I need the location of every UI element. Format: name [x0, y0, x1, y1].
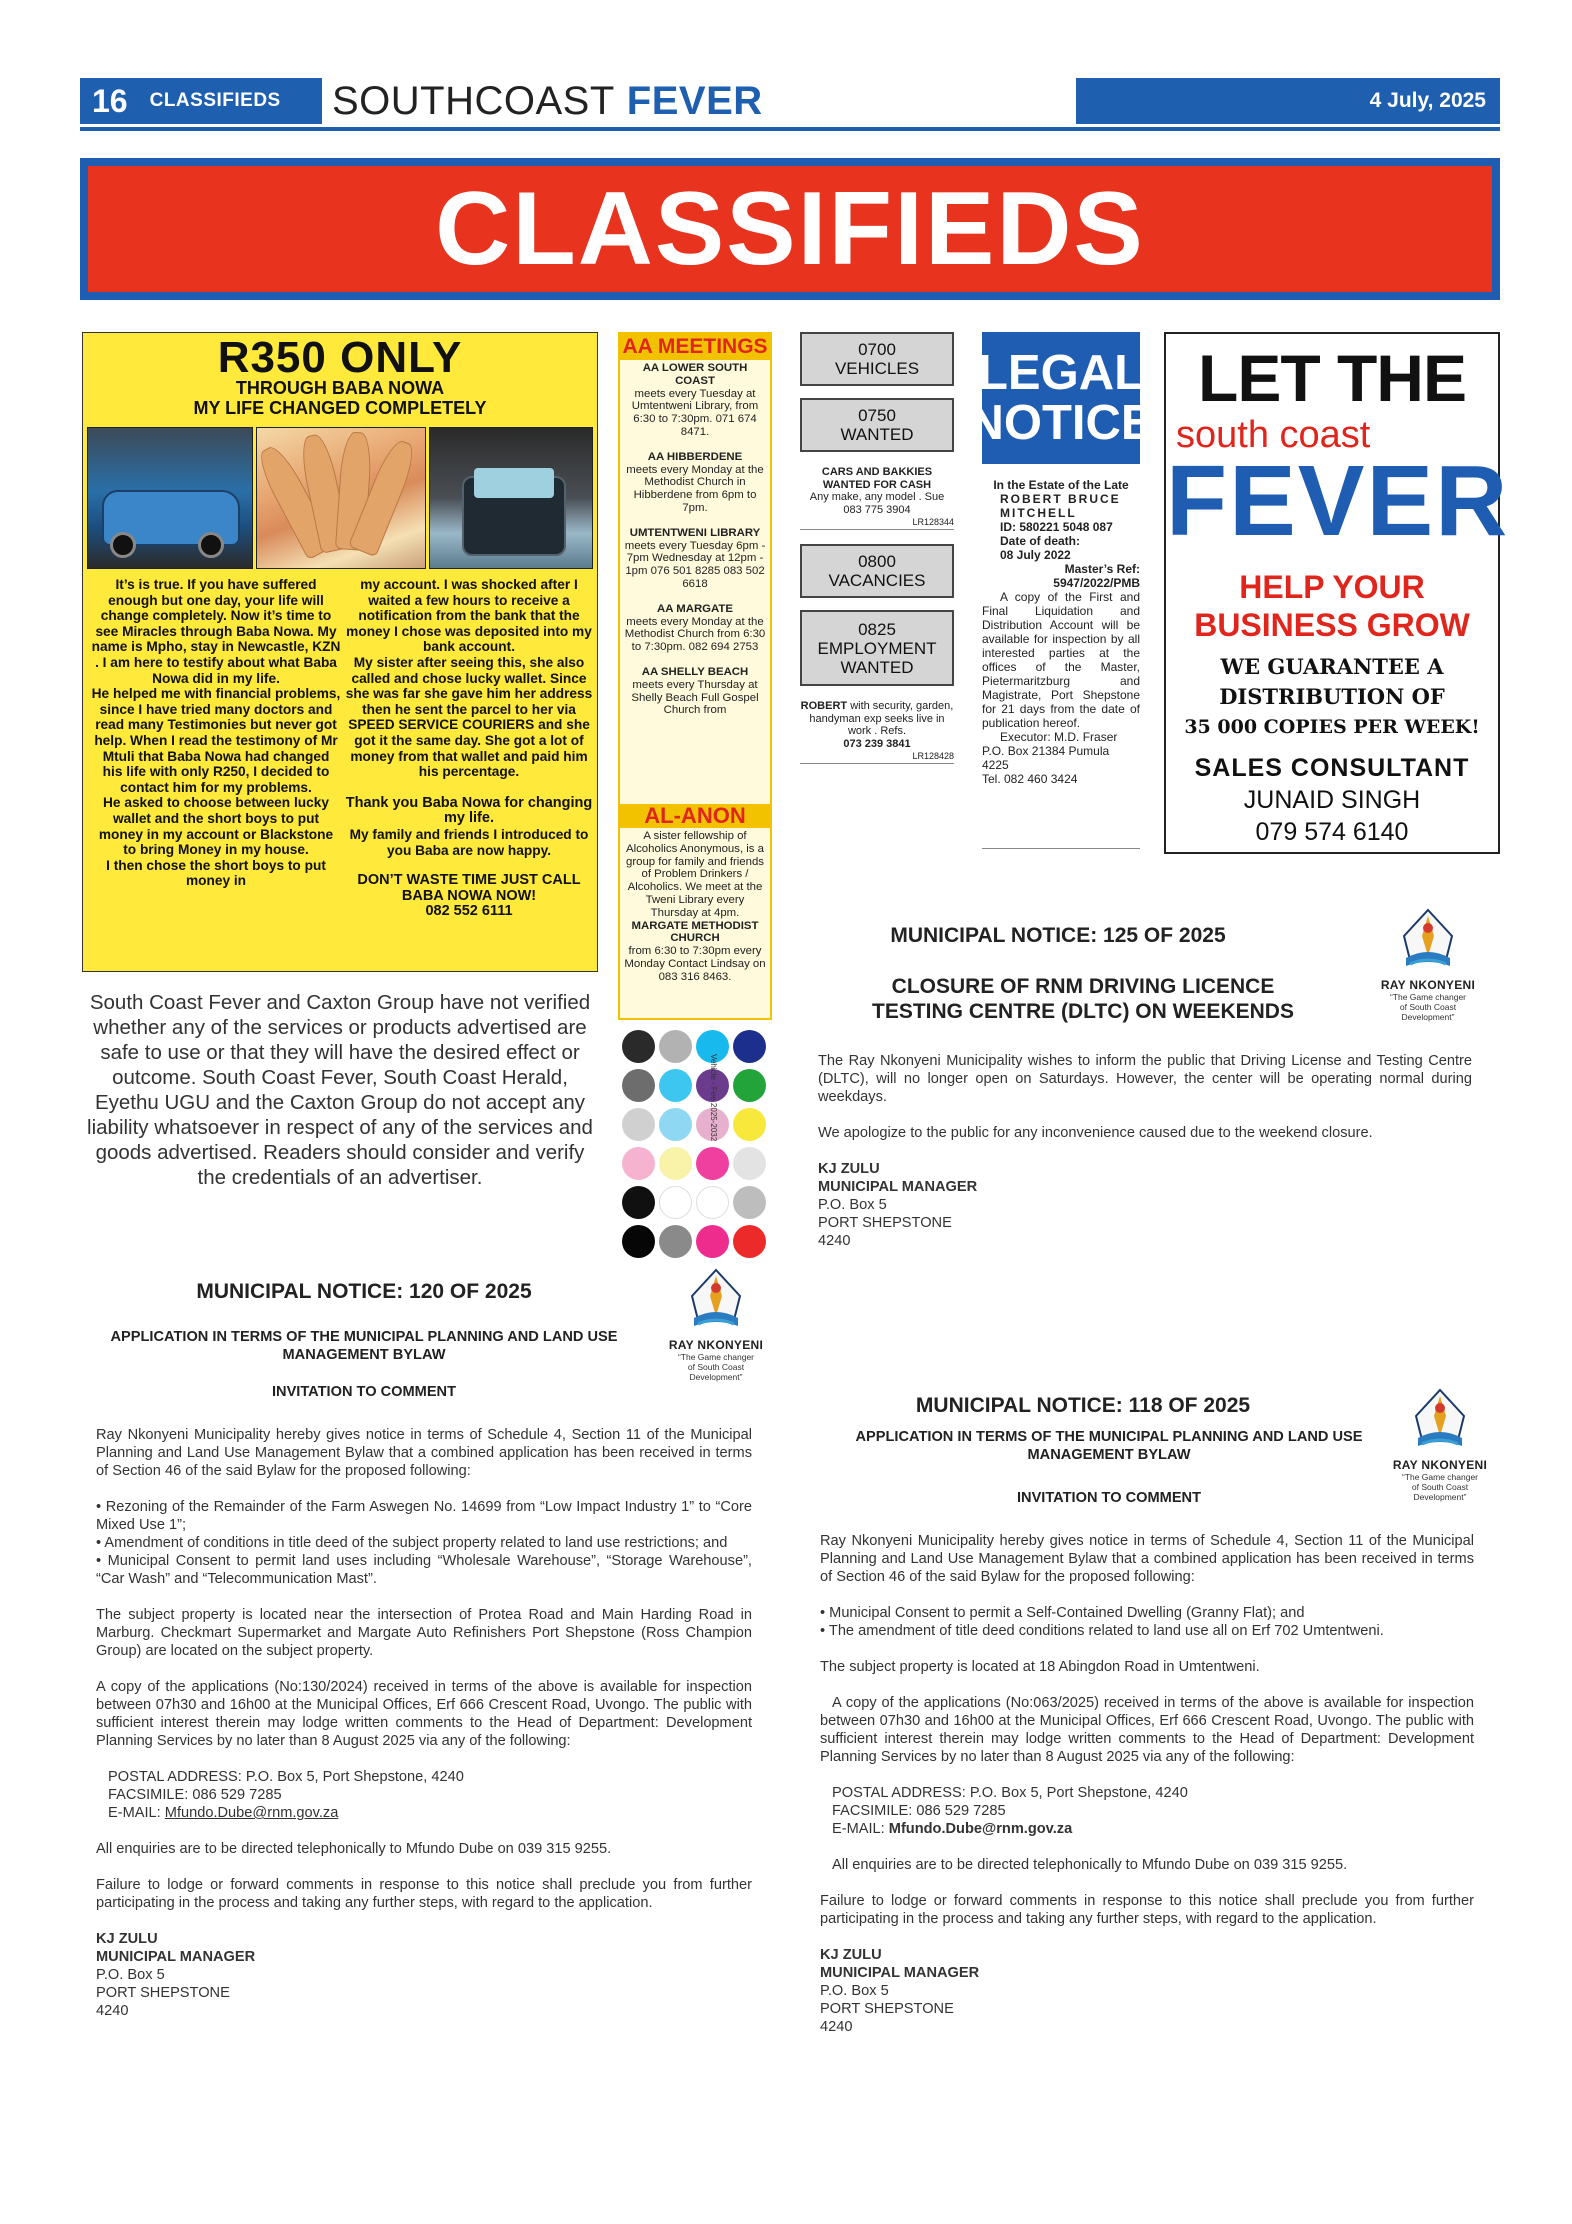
legal-executor: Executor: M.D. Fraser	[1000, 730, 1118, 744]
colour-swatch	[659, 1186, 692, 1219]
notice-para: Ray Nkonyeni Municipality hereby gives notice in terms of Schedule 4, Section 11 of the Municipal Planning and Land Use Management Bylaw that a combined application has been received in terms of Section 46 of the said Bylaw for the proposed following:	[96, 1427, 752, 1479]
email-label: E-MAIL:	[108, 1805, 161, 1821]
email-label: E-MAIL:	[832, 1821, 885, 1837]
logo-tagline	[1380, 992, 1476, 1022]
signatory-address: 4240	[96, 2003, 129, 2019]
classified-body: with security, garden, handyman exp seeks live in work . Refs.	[809, 700, 954, 737]
notice-bullet: • Municipal Consent to permit a Self-Contained Dwelling (Granny Flat); and	[820, 1605, 1305, 1621]
section-tab	[80, 78, 322, 124]
testimony-para: It’s is true. If you have suffered enough but one day, your life will change completely. Now it’s time to see Miracles through Baba Nowa. My name is Mpho, stay in Newcastle, KZN . I am here to testify about what Baba Nowa did in my life.	[91, 577, 341, 686]
colour-bar-label: Vehicle - Fee 2025-2032	[709, 1054, 718, 1142]
ad-subtitle	[83, 378, 597, 418]
index-code: 0750	[858, 406, 896, 425]
index-code: 0700	[858, 340, 896, 359]
tag-line: of South Coast	[1411, 1482, 1469, 1492]
testimony-para: I then chose the short boys to put money in	[106, 857, 326, 889]
help-line: BUSINESS GROW	[1194, 607, 1470, 643]
notice-125-title: MUNICIPAL NOTICE: 125 OF 2025	[890, 924, 1226, 947]
classified-phone: 073 239 3841	[843, 737, 911, 750]
fever-ad-let: LET THE	[1198, 341, 1466, 415]
rnm-logo	[668, 1266, 764, 1382]
colour-swatch	[733, 1069, 766, 1102]
notice-118-body	[820, 1532, 1474, 2036]
signatory-address: P.O. Box 5	[820, 1983, 889, 1999]
aa-title: AA MEETINGS	[620, 334, 770, 360]
notice-120-body	[96, 1426, 752, 2020]
notice-125-heading	[818, 974, 1348, 1024]
legal-code: 4225	[982, 758, 1009, 772]
signatory-address: P.O. Box 5	[818, 1197, 887, 1213]
signatory-name: KJ ZULU	[96, 1931, 158, 1947]
notice-para: Ray Nkonyeni Municipality hereby gives notice in terms of Schedule 4, Section 11 of the Municipal Planning and Land Use Management Bylaw that a combined application has been received in terms of Section 46 of the said Bylaw for the proposed following:	[820, 1533, 1474, 1585]
colour-swatch	[733, 1186, 766, 1219]
aa-entry-head: UMTENTWENI LIBRARY	[629, 526, 761, 539]
notice-para: We apologize to the public for any inconvenience caused due to the weekend closure.	[818, 1125, 1373, 1141]
alanon-body: A sister fellowship of Alcoholics Anonymous, is a group for family and friends of Problem Drinkers / Alcoholics. We meet at the Tweni Library every Thursday at 4pm.	[625, 830, 765, 919]
logo-name: RAY NKONYENI	[1380, 978, 1476, 992]
notice-bullets	[96, 1498, 752, 1588]
notice-120-title: MUNICIPAL NOTICE: 120 OF 2025	[196, 1280, 532, 1303]
money-bag-photo	[429, 427, 593, 569]
signatory-address: PORT SHEPSTONE	[818, 1215, 952, 1231]
legal-box: P.O. Box 21384 Pumula	[982, 744, 1110, 758]
signatory-title: MUNICIPAL MANAGER	[820, 1965, 980, 1981]
notice-bullets	[820, 1604, 1474, 1640]
index-vacancies	[800, 544, 954, 598]
sales-consultant-label: SALES CONSULTANT	[1194, 754, 1470, 782]
thanks-line: Thank you Baba Nowa for changing my life.	[345, 794, 593, 827]
guarantee-line: 35 000 COPIES PER WEEK!	[1184, 716, 1480, 738]
alanon-listing	[624, 830, 766, 984]
signatory-name: KJ ZULU	[820, 1947, 882, 1963]
aa-entry-head: AA MARGATE	[657, 602, 733, 615]
colour-swatch	[696, 1147, 729, 1180]
fever-advert	[1164, 332, 1510, 854]
testimony-para: My sister after seeing this, she also called and chose lucky wallet. Since she was far she gave him her address then he sent the parcel to her via SPEED SERVICE COURIERS and she got it the same day. She got a lot of money from that wallet and paid him his percentage.	[345, 654, 593, 780]
notice-120-invite: INVITATION TO COMMENT	[271, 1384, 457, 1400]
notice-bullet: • Rezoning of the Remainder of the Farm Aswegen No. 14699 from “Low Impact Industry 1” to “Core Mixed Use 1”;	[96, 1499, 752, 1533]
aa-entry-head: AA LOWER SOUTH COAST	[642, 362, 748, 387]
aa-entry-body: meets every Tuesday 6pm - 7pm Wednesday at 12pm - 1pm 076 501 8285 083 502 6618	[624, 539, 766, 590]
index-label: VEHICLES	[834, 359, 920, 378]
alanon-body-2: from 6:30 to 7:30pm every Monday Contact Lindsay on 083 316 8463.	[624, 945, 766, 983]
aa-entry-body: meets every Monday at the Methodist Church in Hibberdene from 6pm to 7pm.	[626, 463, 764, 514]
section-banner	[80, 158, 1500, 300]
alanon-title: AL-ANON	[620, 804, 770, 828]
aa-listings	[624, 362, 766, 717]
thanks-line-2: My family and friends I introduced to you Baba are now happy.	[349, 826, 589, 858]
classified-name: ROBERT	[800, 700, 848, 712]
tag-line: Development”	[1413, 1492, 1467, 1502]
sales-consultant-name: JUNAID SINGH	[1243, 786, 1421, 814]
logo-name: RAY NKONYENI	[668, 1338, 764, 1352]
colour-swatch	[622, 1186, 655, 1219]
aa-entry-body: meets every Thursday at Shelly Beach Full Gospel Church from	[631, 678, 759, 717]
tag-line: “The Game changer	[1389, 992, 1467, 1002]
notice-para: The subject property is located at 18 Abingdon Road in Umtentweni.	[820, 1659, 1260, 1675]
index-code: 0825	[858, 619, 896, 639]
masthead-light: SOUTHCOAST	[332, 78, 615, 123]
colour-swatch	[622, 1030, 655, 1063]
postal-address: POSTAL ADDRESS: P.O. Box 5, Port Shepstone, 4240	[108, 1769, 464, 1785]
banner-title: CLASSIFIEDS	[88, 166, 1492, 292]
page-number: 16	[92, 82, 128, 119]
colour-swatch	[696, 1186, 729, 1219]
call-to-action: DON’T WASTE TIME JUST CALL BABA NOWA NOW!	[357, 872, 581, 904]
signatory-address: PORT SHEPSTONE	[820, 2001, 954, 2017]
robert-classified	[800, 700, 954, 764]
index-code: 0800	[858, 552, 896, 571]
ad-subtitle-line2: MY LIFE CHANGED COMPLETELY	[193, 398, 487, 418]
postal-address: POSTAL ADDRESS: P.O. Box 5, Port Shepstone, 4240	[832, 1785, 1188, 1801]
notice-bullet: • The amendment of title deed conditions related to land use all on Erf 702 Umtentweni.	[820, 1623, 1384, 1639]
colour-swatch	[622, 1147, 655, 1180]
notice-contacts	[96, 1768, 752, 1822]
notice-118-title: MUNICIPAL NOTICE: 118 OF 2025	[915, 1394, 1251, 1417]
cars-wanted-classified	[800, 466, 954, 530]
notice-118-invite: INVITATION TO COMMENT	[1016, 1490, 1202, 1506]
colour-swatch	[622, 1108, 655, 1141]
advertiser-disclaimer: South Coast Fever and Caxton Group have not verified whether any of the services or products advertised are safe to use or that they will have the desired effect or outcome. South Coast Fever, South Coast Herald, Eyethu UGU and the Caxton Group do not accept any liability whatsoever in respect of any of the services and goods advertised. Readers should consider and verify the credentials of an advertiser.	[87, 991, 593, 1189]
notice-contacts	[820, 1784, 1474, 1838]
colour-swatch	[659, 1030, 692, 1063]
aa-entry-body: meets every Monday at the Methodist Church from 6:30 to 7:30pm. 082 694 2753	[624, 615, 766, 654]
testimony-column-2	[345, 577, 593, 920]
signatory-name: KJ ZULU	[818, 1161, 880, 1177]
page-header	[80, 78, 1500, 124]
logo-tagline	[1392, 1472, 1488, 1502]
facsimile: FACSIMILE: 086 529 7285	[832, 1803, 1006, 1819]
tag-line: Development”	[1401, 1012, 1455, 1022]
rnm-crest-icon	[1392, 906, 1464, 978]
baba-nowa-ad	[82, 332, 598, 972]
rnm-crest-icon	[1404, 1386, 1476, 1458]
fever-ad-logo-word: FEVER	[1166, 445, 1510, 557]
notice-125-body	[818, 1052, 1472, 1250]
testimony-para: my account. I was shocked after I waited a few hours to receive a notification from the bank that the money I chose was deposited into my bank account.	[346, 577, 592, 655]
email-link[interactable]: Mfundo.Dube@rnm.gov.za	[888, 1821, 1073, 1837]
index-employment-wanted	[800, 610, 954, 686]
rnm-crest-icon	[680, 1266, 752, 1338]
wheel-shape	[110, 532, 136, 558]
print-colour-bar	[618, 1030, 772, 1270]
colour-swatch	[733, 1147, 766, 1180]
testimony-para: He asked to choose between lucky wallet and the short boys to put money in my account or Blackstone to bring Money in my house.	[98, 795, 334, 858]
aa-entry-head: AA SHELLY BEACH	[641, 665, 749, 678]
colour-swatch	[733, 1030, 766, 1063]
notice-para: The Ray Nkonyeni Municipality wishes to inform the public that Driving License and Testing Centre (DLTC), will no longer open on Saturdays. However, the center will be operating normal during weekdays.	[818, 1053, 1472, 1105]
notice-para: A copy of the applications (No:063/2025) received in terms of the above is available for inspection between 07h30 and 16h00 at the Municipal Offices, Erf 666 Crescent Road, Uvongo. The public with sufficient interest therein may lodge written comments to the Head of Department: Development Planning Services by no later than 8 August 2025 via any of the following:	[820, 1695, 1474, 1765]
section-name: CLASSIFIEDS	[149, 90, 281, 111]
ad-phone: 082 552 6111	[425, 903, 513, 920]
index-label: WANTED	[840, 657, 914, 677]
legal-ref-label: Master’s Ref:	[1064, 562, 1140, 576]
car-photo	[87, 427, 253, 569]
signatory-address: 4240	[818, 1233, 851, 1249]
legal-estate: In the Estate of the Late	[993, 478, 1129, 492]
notice-para: All enquiries are to be directed telephonically to Mfundo Dube on 039 315 9255.	[96, 1841, 612, 1857]
legal-notice-text	[982, 478, 1140, 786]
classified-ref: LR128344	[800, 516, 954, 530]
rnm-logo	[1392, 1386, 1488, 1502]
legal-tel: Tel. 082 460 3424	[982, 772, 1078, 786]
index-wanted	[800, 398, 954, 452]
notice-para: The subject property is located near the intersection of Protea Road and Main Harding Road in Marburg. Checkmart Supermarket and Margate Auto Refinishers Port Shepstone (Ross Champion Group) are located on the subject property.	[96, 1607, 752, 1659]
guarantee-line: DISTRIBUTION OF	[1219, 684, 1445, 709]
notice-bullet: • Municipal Consent to permit land uses including “Wholesale Warehouse”, “Storage Warehouse”, “Car Wash” and “Telecommunication Mast”.	[96, 1553, 752, 1587]
colour-swatch	[659, 1147, 692, 1180]
legal-death-label: Date of death:	[1000, 534, 1081, 548]
signatory-address: PORT SHEPSTONE	[96, 1985, 230, 2001]
masthead	[332, 78, 763, 124]
rnm-logo	[1380, 906, 1476, 1022]
legal-body: A copy of the First and Final Liquidation and Distribution Account will be available for inspection by all interested parties at the offices of the Master, Pietermaritzburg and Magistrate, Port Shepstone for 21 days from the date of publication hereof.	[982, 590, 1140, 730]
notice-para: Failure to lodge or forward comments in response to this notice shall preclude you from further participating in the process and taking any further steps, with regard to the application.	[96, 1877, 752, 1911]
tag-line: of South Coast	[1399, 1002, 1457, 1012]
notice-120-heading: APPLICATION IN TERMS OF THE MUNICIPAL PLANNING AND LAND USE MANAGEMENT BYLAW	[110, 1329, 618, 1363]
fever-ad-south-coast: south coast	[1176, 414, 1371, 456]
colour-swatch	[622, 1225, 655, 1258]
wheel-shape	[198, 532, 224, 558]
guarantee-line: WE GUARANTEE A	[1220, 654, 1444, 679]
notice-para: All enquiries are to be directed telephonically to Mfundo Dube on 039 315 9255.	[832, 1857, 1348, 1873]
masthead-bold: FEVER	[626, 78, 763, 123]
tag-line: “The Game changer	[1401, 1472, 1479, 1482]
testimony-para: He helped me with financial problems, since I have tried many doctors and read many Testimonies but never got help. When I read the testimony of Mr Mtuli that Baba Nowa had changed his life with only R250, I decided to contact him for my problems.	[91, 686, 341, 795]
aa-entry-body: meets every Tuesday at Umtentweni Library, from 6:30 to 7:30pm. 071 674 8471.	[631, 387, 759, 438]
aa-meetings-box	[618, 332, 772, 1020]
sales-consultant-phone: 079 574 6140	[1255, 818, 1409, 846]
cash-shape	[474, 468, 554, 498]
email-link[interactable]: Mfundo.Dube@rnm.gov.za	[164, 1805, 339, 1821]
colour-swatch	[733, 1108, 766, 1141]
help-line: HELP YOUR	[1239, 569, 1425, 605]
fever-ad-help	[1166, 568, 1498, 644]
signatory-title: MUNICIPAL MANAGER	[96, 1949, 256, 1965]
signatory-address: P.O. Box 5	[96, 1967, 165, 1983]
legal-death-date: 08 July 2022	[1000, 548, 1071, 562]
index-vehicles	[800, 332, 954, 386]
index-label: VACANCIES	[828, 571, 926, 590]
aa-entry-head: AA HIBBERDENE	[647, 450, 743, 463]
ad-subtitle-line1: THROUGH BABA NOWA	[235, 378, 445, 398]
fever-ad-guarantee	[1166, 652, 1498, 742]
classified-ref: LR128428	[800, 750, 954, 764]
classified-body: Any make, any model . Sue 083 775 3904	[809, 491, 945, 516]
legal-name: ROBERT BRUCE MITCHELL	[1000, 492, 1121, 520]
logo-tagline	[668, 1352, 764, 1382]
signatory-title: MUNICIPAL MANAGER	[818, 1179, 978, 1195]
classified-head: CARS AND BAKKIES WANTED FOR CASH	[821, 466, 933, 491]
legal-rule	[982, 848, 1140, 849]
ad-price: R350 ONLY	[217, 333, 463, 382]
index-label: EMPLOYMENT	[817, 638, 937, 658]
tag-line: of South Coast	[687, 1362, 745, 1372]
tag-line: Development”	[689, 1372, 743, 1382]
tag-line: “The Game changer	[677, 1352, 755, 1362]
notice-118-heading: APPLICATION IN TERMS OF THE MUNICIPAL PLANNING AND LAND USE MANAGEMENT BYLAW	[855, 1429, 1363, 1463]
header-rule	[80, 127, 1500, 131]
notice-para: Failure to lodge or forward comments in response to this notice shall preclude you from further participating in the process and taking any further steps, with regard to the application.	[820, 1893, 1474, 1927]
alanon-head: MARGATE METHODIST CHURCH	[631, 919, 759, 945]
legal-title-2: NOTICE	[968, 396, 1154, 450]
heading-line: TESTING CENTRE (DLTC) ON WEEKENDS	[872, 1000, 1294, 1023]
testimony-column-1	[91, 577, 341, 889]
notice-para: A copy of the applications (No:130/2024) received in terms of the above is available for inspection between 07h30 and 16h00 at the Municipal Offices, Erf 666 Crescent Road, Uvongo. The public with sufficient interest therein may lodge written comments to the Head of Department: Development Planning Services by no later than 8 August 2025 via any of the following:	[96, 1679, 752, 1749]
colour-swatch	[659, 1225, 692, 1258]
legal-ref: 5947/2022/PMB	[1053, 576, 1140, 590]
legal-id: ID: 580221 5048 087	[1000, 520, 1113, 534]
colour-swatch	[659, 1108, 692, 1141]
legal-notice-header	[968, 332, 1154, 464]
index-label: WANTED	[840, 425, 914, 444]
issue-date: 4 July, 2025	[1076, 78, 1500, 124]
logo-name: RAY NKONYENI	[1392, 1458, 1488, 1472]
money-fan-photo	[256, 427, 426, 569]
facsimile: FACSIMILE: 086 529 7285	[108, 1787, 282, 1803]
heading-line: CLOSURE OF RNM DRIVING LICENCE	[891, 975, 1275, 998]
notice-bullet: • Amendment of conditions in title deed of the subject property related to land use restrictions; and	[96, 1535, 728, 1551]
colour-swatch	[733, 1225, 766, 1258]
colour-swatch	[622, 1069, 655, 1102]
colour-swatch	[659, 1069, 692, 1102]
legal-title-1: LEGAL	[977, 346, 1145, 400]
signatory-address: 4240	[820, 2019, 853, 2035]
colour-swatch	[696, 1225, 729, 1258]
